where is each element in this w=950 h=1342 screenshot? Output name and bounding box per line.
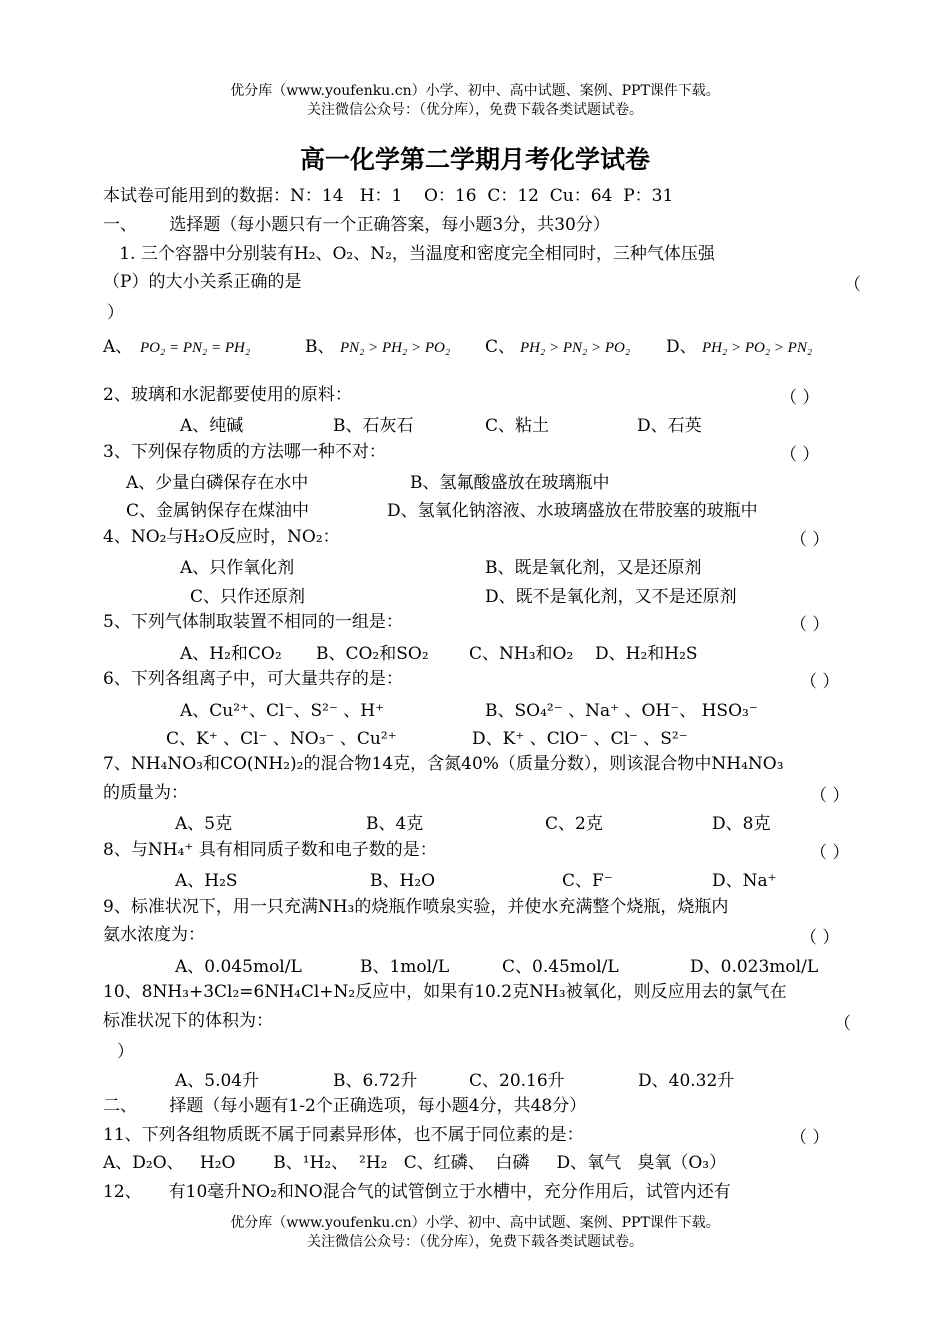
q1-formula-d: PH₂ > PO₂ > PN₂ xyxy=(702,340,813,356)
page-title: 高一化学第二学期月考化学试卷 xyxy=(299,145,650,174)
q7-option-c: C、2克 xyxy=(545,814,603,834)
q8-stem: 8、与NH₄⁺ 具有相同质子数和电子数的是： xyxy=(103,840,437,860)
section-2-heading: 二、 择题（每小题有1-2个正确选项，每小题4分，共48分） xyxy=(103,1096,587,1116)
q4-stem: 4、NO₂与H₂O反应时，NO₂： xyxy=(103,527,340,547)
q8-option-b: B、H₂O xyxy=(370,871,436,891)
q2-option-a: A、纯碱 xyxy=(180,416,244,436)
q3-option-a: A、少量白磷保存在水中 xyxy=(126,473,309,493)
q5-stem: 5、下列气体制取装置不相同的一组是： xyxy=(103,612,403,632)
q1-label-a: A、 xyxy=(103,337,133,357)
q10-option-d: D、40.32升 xyxy=(638,1071,735,1091)
q4-paren: （ ） xyxy=(790,530,830,550)
q3-paren: （ ） xyxy=(780,445,820,465)
q1-formula-c: PH₂ > PN₂ > PO₂ xyxy=(520,340,631,356)
q1-paren-close: ） xyxy=(107,303,124,323)
footer-line-2: 关注微信公众号：（优分库），免费下载各类试题试卷。 xyxy=(307,1234,643,1250)
q5-option-a: A、H₂和CO₂ xyxy=(180,644,282,664)
q8-option-c: C、F⁻ xyxy=(562,871,613,891)
q10-line-2: 标准状况下的体积为： xyxy=(103,1011,273,1031)
q10-line-1: 10、8NH₃+3Cl₂=6NH₄Cl+N₂反应中，如果有10.2克NH₃被氧化，则反应用去的氯气在 xyxy=(103,982,787,1002)
section-1-heading: 一、 选择题（每小题只有一个正确答案，每小题3分，共30分） xyxy=(103,215,610,235)
q7-line-1: 7、NH₄NO₃和CO(NH₂)₂的混合物14克，含氮40%（质量分数），则该混合物中NH₄NO₃ xyxy=(103,754,784,774)
q3-option-c: C、金属钠保存在煤油中 xyxy=(126,501,310,521)
q6-option-d: D、K⁺ 、ClO⁻ 、Cl⁻ 、S²⁻ xyxy=(472,729,688,749)
q3-option-d: D、氢氧化钠溶液、水玻璃盛放在带胶塞的玻瓶中 xyxy=(387,501,758,521)
q7-option-d: D、8克 xyxy=(712,814,771,834)
q2-option-c: C、粘土 xyxy=(485,416,550,436)
q9-line-1: 9、标准状况下，用一只充满NH₃的烧瓶作喷泉实验，并使水充满整个烧瓶，烧瓶内 xyxy=(103,897,729,917)
q1-line-1: 1. 三个容器中分别装有H₂、O₂、N₂，当温度和密度完全相同时，三种气体压强 xyxy=(103,244,715,264)
q9-paren: （ ） xyxy=(800,928,840,948)
q1-label-d: D、 xyxy=(666,337,697,357)
q5-option-b: B、CO₂和SO₂ xyxy=(316,644,429,664)
q9-line-2: 氨水浓度为： xyxy=(103,925,205,945)
q4-option-a: A、只作氧化剂 xyxy=(180,558,295,578)
q6-option-a: A、Cu²⁺、Cl⁻、S²⁻ 、H⁺ xyxy=(180,701,385,721)
q2-paren: （ ） xyxy=(780,388,820,408)
q12-line-1: 12、 有10毫升NO₂和NO混合气的试管倒立于水槽中，充分作用后，试管内还有 xyxy=(103,1182,731,1202)
q2-stem: 2、玻璃和水泥都要使用的原料： xyxy=(103,385,352,405)
q1-paren-open: （ xyxy=(844,275,861,295)
q11-stem: 11、下列各组物质既不属于同素异形体，也不属于同位素的是： xyxy=(103,1125,584,1145)
header-line-1: 优分库（www.youfenku.cn）小学、初中、高中试题、案例、PPT课件下载。 xyxy=(230,83,720,99)
q10-option-a: A、5.04升 xyxy=(175,1071,260,1091)
q1-line-2: （P）的大小关系正确的是 xyxy=(103,272,302,292)
q5-paren: （ ） xyxy=(790,615,830,635)
q3-option-b: B、氢氟酸盛放在玻璃瓶中 xyxy=(410,473,610,493)
q10-paren-close: ） xyxy=(117,1042,134,1062)
q9-option-b: B、1mol/L xyxy=(360,957,450,977)
q4-option-d: D、既不是氧化剂，又不是还原剂 xyxy=(485,587,737,607)
q6-stem: 6、下列各组离子中，可大量共存的是： xyxy=(103,669,403,689)
q9-option-c: C、0.45mol/L xyxy=(502,957,619,977)
q1-formula-b: PN₂ > PH₂ > PO₂ xyxy=(340,340,451,356)
q11-paren: （ ） xyxy=(790,1128,830,1148)
q4-option-b: B、既是氧化剂，又是还原剂 xyxy=(485,558,702,578)
q8-paren: （ ） xyxy=(810,843,850,863)
q5-option-d: D、H₂和H₂S xyxy=(595,644,698,664)
q10-option-c: C、20.16升 xyxy=(469,1071,565,1091)
q1-label-c: C、 xyxy=(485,337,516,357)
q7-option-a: A、5克 xyxy=(175,814,233,834)
q10-paren-open: （ xyxy=(834,1014,851,1034)
q1-label-b: B、 xyxy=(305,337,335,357)
footer-line-1: 优分库（www.youfenku.cn）小学、初中、高中试题、案例、PPT课件下载。 xyxy=(230,1215,720,1231)
q3-stem: 3、下列保存物质的方法哪一种不对： xyxy=(103,442,386,462)
q9-option-d: D、0.023mol/L xyxy=(690,957,819,977)
q6-paren: （ ） xyxy=(800,672,840,692)
header-line-2: 关注微信公众号：（优分库），免费下载各类试题试卷。 xyxy=(307,102,643,118)
q2-option-b: B、石灰石 xyxy=(333,416,414,436)
q2-option-d: D、石英 xyxy=(637,416,702,436)
q5-option-c: C、NH₃和O₂ xyxy=(469,644,574,664)
q7-paren: （ ） xyxy=(810,786,850,806)
q9-option-a: A、0.045mol/L xyxy=(175,957,302,977)
q7-line-2: 的质量为： xyxy=(103,783,188,803)
q6-option-b: B、SO₄²⁻ 、Na⁺ 、OH⁻、 HSO₃⁻ xyxy=(485,701,758,721)
q6-option-c: C、K⁺ 、Cl⁻ 、NO₃⁻ 、Cu²⁺ xyxy=(166,729,397,749)
q4-option-c: C、只作还原剂 xyxy=(190,587,306,607)
q8-option-d: D、Na⁺ xyxy=(712,871,777,891)
q11-options: A、D₂O、 H₂O B、¹H₂、 ²H₂ C、红磷、 白磷 D、氧气 臭氧（O₃） xyxy=(103,1153,727,1173)
q7-option-b: B、4克 xyxy=(366,814,424,834)
q10-option-b: B、6.72升 xyxy=(333,1071,418,1091)
q8-option-a: A、H₂S xyxy=(175,871,238,891)
data-line: 本试卷可能用到的数据：N：14 H：1 O：16 C：12 Cu：64 P：31 xyxy=(103,186,674,206)
q1-formula-a: PO₂ = PN₂ = PH₂ xyxy=(140,340,251,356)
